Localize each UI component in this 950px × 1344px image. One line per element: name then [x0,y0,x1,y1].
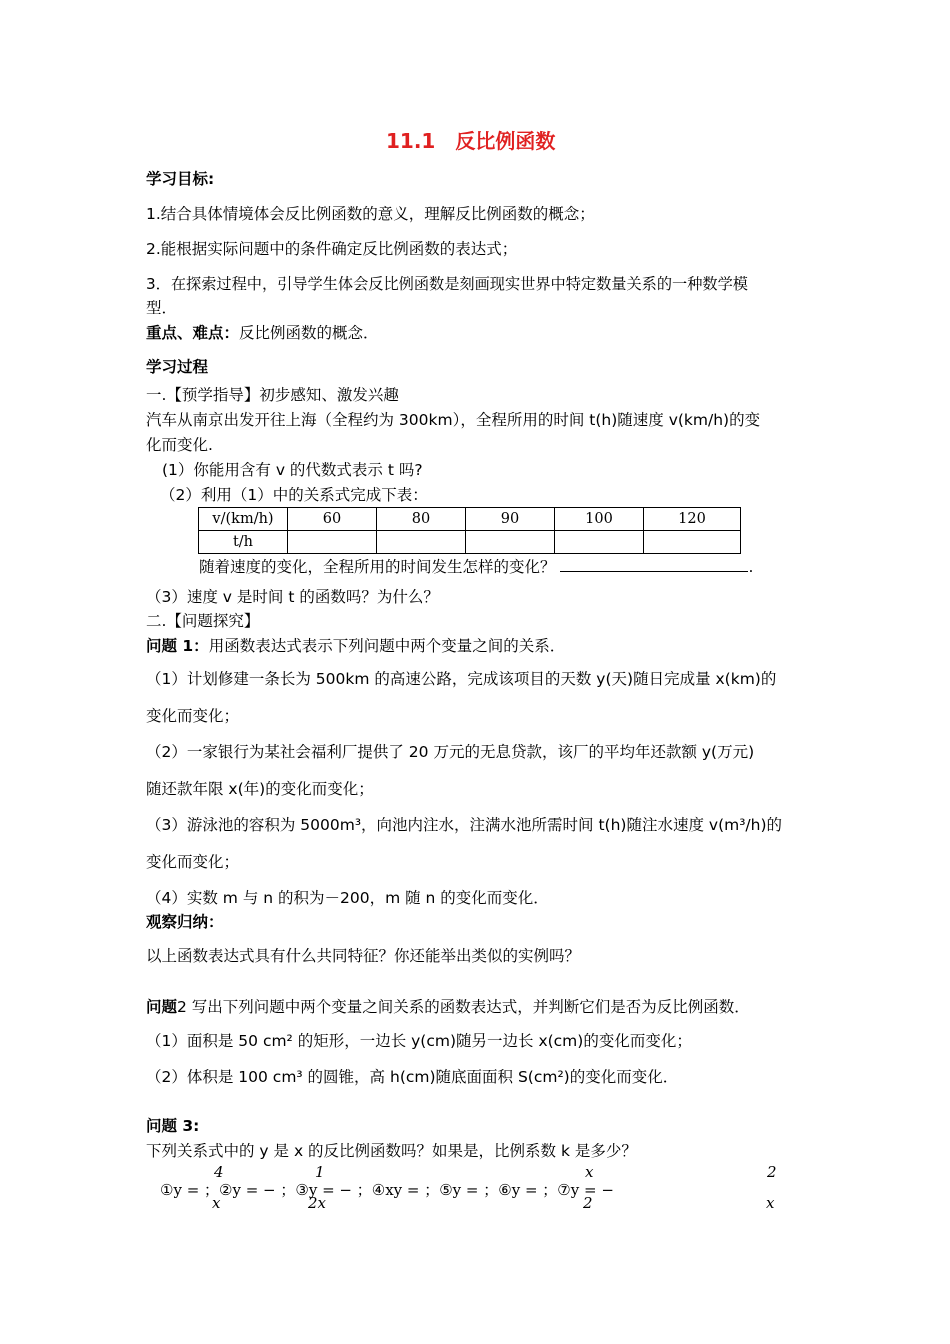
problem2-text: 2 写出下列问题中两个变量之间关系的函数表达式，并判断它们是否为反比例函数． [177,998,750,1016]
section1-q1: (1）你能用含有 v 的代数式表示 t 吗? [162,461,423,479]
process-heading: 学习过程 [146,358,209,376]
fraction-denominator: 2x [308,1194,327,1212]
goals-heading: 学习目标: [146,170,215,188]
section1-q2: （2）利用（1）中的关系式完成下表： [160,486,428,504]
speed-time-table [198,507,741,554]
table-cell: 90 [466,508,555,531]
section2-heading: 二.【问题探究】 [146,612,260,630]
problem1-item2: 随还款年限 x(年)的变化而变化； [146,780,374,798]
problem2-label: 问题 [146,998,178,1016]
followup-text: 随着速度的变化，全程所用的时间发生怎样的变化？ [199,558,556,576]
key-points [146,322,379,344]
fraction-denominator: x [212,1194,221,1212]
section1-heading: 一.【预学指导】初步感知、激发兴趣 [146,386,399,404]
problem1-item3: （3）游泳池的容积为 5000m³，向池内注水，注满水池所需时间 t(h)随注水速度 v(m³/h)的 [146,816,783,834]
table-cell: 60 [288,508,377,531]
goal-item: 型． [146,299,178,317]
key-label: 重点、难点： [146,324,240,342]
fraction-denominator: x [766,1194,775,1212]
formula-line: ①y = ；②y = − ；③y = − ；④xy = ；⑤y = ；⑥y = ；⑦y = − [160,1181,614,1199]
key-text: 反比例函数的概念． [239,324,379,342]
problem1 [146,635,565,657]
table-cell: v/(km/h) [199,508,288,531]
fraction-numerator: 1 [315,1163,325,1181]
section1-intro: 化而变化. [146,436,213,454]
table-row [199,508,741,531]
fraction-numerator: x [585,1163,594,1181]
fraction-numerator: 2 [767,1163,777,1181]
table-cell: t/h [199,531,288,554]
problem3-label: 问题 3: [146,1117,200,1135]
section1-intro: 汽车从南京出发开往上海（全程约为 300km），全程所用的时间 t(h)随速度 v(km/h)的变 [146,411,761,429]
observe-text: 以上函数表达式具有什么共同特征？你还能举出类似的实例吗？ [146,947,581,965]
goal-item: 3．在探索过程中，引导学生体会反比例函数是刻画现实世界中特定数量关系的一种数学模 [146,275,748,293]
table-cell[interactable] [288,531,377,554]
problem1-item4: （4）实数 m 与 n 的积为－200，m 随 n 的变化而变化． [146,889,549,907]
page-title: 11.1 反比例函数 [386,129,556,153]
problem1-text: 用函数表达式表示下列问题中两个变量之间的关系． [208,637,566,655]
section1-followup: 随着速度的变化，全程所用的时间发生怎样的变化？ . [199,555,753,578]
problem2-item2: （2）体积是 100 cm³ 的圆锥，高 h(cm)随底面面积 S(cm²)的变化而变化． [146,1068,679,1086]
problem2 [146,996,750,1018]
table-cell[interactable] [644,531,741,554]
table-cell: 100 [555,508,644,531]
table-cell: 120 [644,508,741,531]
table-cell: 80 [377,508,466,531]
problem1-item2: （2）一家银行为某社会福利厂提供了 20 万元的无息贷款，该厂的平均年还款额 y(万元) [146,743,755,761]
fraction-numerator: 4 [214,1163,224,1181]
table-row [199,531,741,554]
problem1-item1: （1）计划修建一条长为 500km 的高速公路，完成该项目的天数 y(天)随日完成量 x(km)的 [146,670,777,688]
observe-heading: 观察归纳： [146,913,224,931]
answer-blank[interactable] [560,555,748,572]
table-cell[interactable] [377,531,466,554]
problem1-item3: 变化而变化； [146,853,240,871]
section1-q3: （3）速度 v 是时间 t 的函数吗？为什么？ [146,588,439,606]
problem2-item1: （1）面积是 50 cm² 的矩形，一边长 y(cm)随另一边长 x(cm)的变化而变化； [146,1032,692,1050]
problem1-item1: 变化而变化； [146,707,240,725]
problem3-text: 下列关系式中的 y 是 x 的反比例函数吗？如果是，比例系数 k 是多少？ [146,1142,637,1160]
fraction-denominator: 2 [583,1194,593,1212]
problem1-label: 问题 1： [146,637,209,655]
goal-item: 1.结合具体情境体会反比例函数的意义，理解反比例函数的概念； [146,205,595,223]
goal-item: 2.能根据实际问题中的条件确定反比例函数的表达式； [146,240,518,258]
table-cell[interactable] [466,531,555,554]
table-cell[interactable] [555,531,644,554]
